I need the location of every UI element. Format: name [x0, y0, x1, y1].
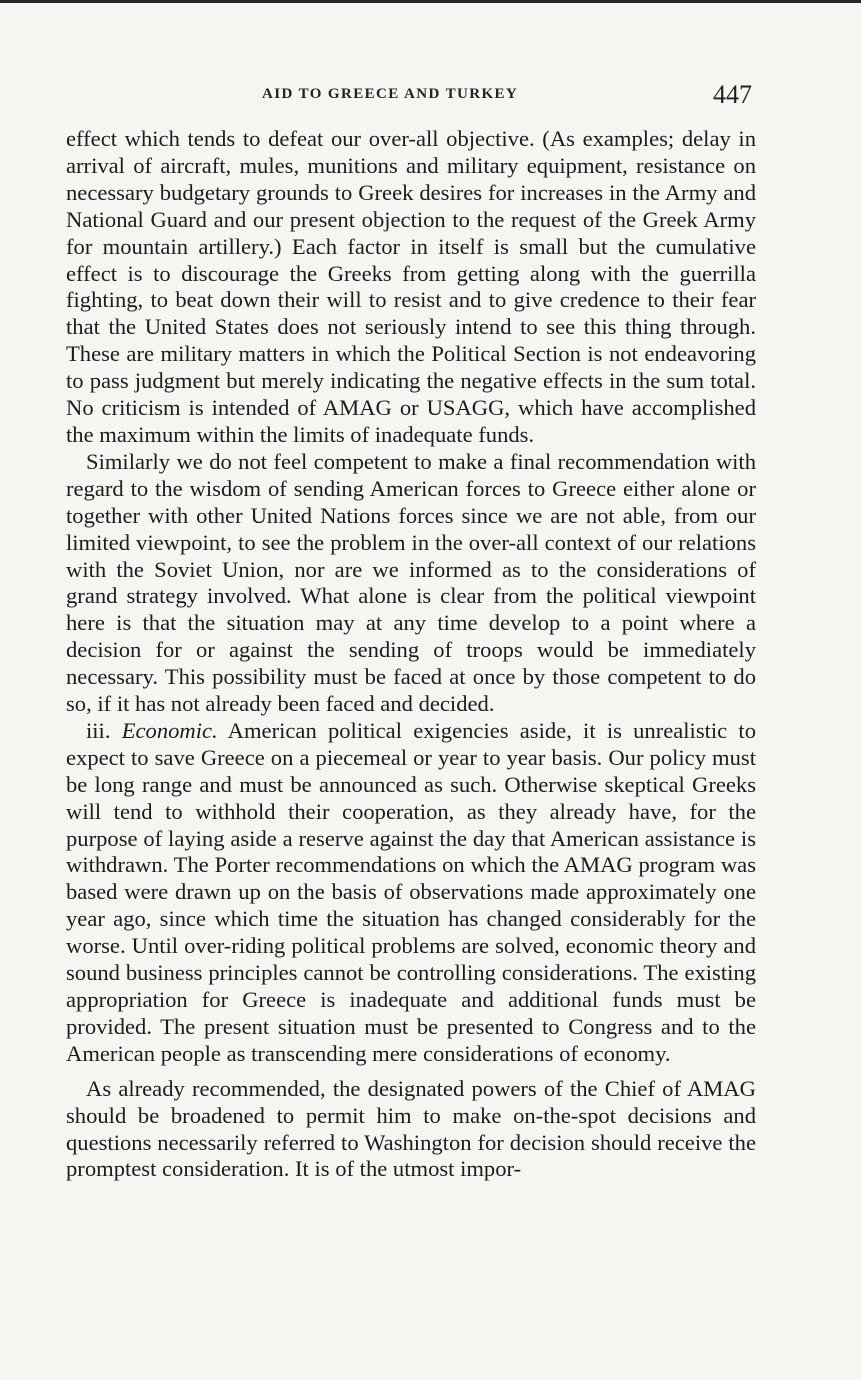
paragraph-4: As already recommended, the designated powers of the Chief of AMAG should be broadened to permit him to make on-the-spot decisions and questions necessarily referred to Washington for decision should receive the promptest consideration. It is of the utmost impor-	[66, 1075, 756, 1182]
section-heading-economic: Economic.	[121, 717, 218, 743]
page-number: 447	[713, 80, 752, 109]
top-edge-rule	[0, 0, 861, 3]
paragraph-2: Similarly we do not feel competent to make a final recommendation with regard to the wisdom of sending American forces to Greece either alone or together with other United Nations forces since we are not able, from our limited viewpoint, to see the problem in the over-all context of our relations with the Soviet Union, nor are we informed as to the considerations of grand strategy involved. What alone is clear from the political viewpoint here is that the situation may at any time develop to a point where a decision for or against the sending of troops would be immediately necessary. This possibility must be faced at once by those competent to do so, if it has not already been faced and decided.	[66, 448, 756, 717]
section-numeral: iii.	[86, 717, 122, 743]
running-header	[0, 80, 861, 112]
paragraph-1: effect which tends to defeat our over-all objective. (As examples; delay in arrival of aircraft, mules, munitions and military equipment, resistance on necessary budgetary grounds to Greek desires for increases in the Army and National Guard and our present objection to the request of the Greek Army for mountain artillery.) Each factor in itself is small but the cumulative effect is to discourage the Greeks from getting along with the guerrilla fighting, to beat down their will to resist and to give credence to their fear that the United States does not seriously intend to see this thing through. These are military matters in which the Political Section is not endeavoring to pass judgment but merely indicating the negative effects in the sum total. No criticism is intended of AMAG or USAGG, which have accomplished the maximum within the limits of inadequate funds.	[66, 126, 756, 447]
paragraph-3-text: American political exigencies aside, it is unrealistic to expect to save Greece on a piecemeal or year to year basis. Our policy must be long range and must be announced as such. Otherwise skeptical Greeks will tend to withhold their cooperation, as they already have, for the purpose of laying aside a reserve against the day that American assistance is withdrawn. The Porter recommendations on which the AMAG program was based were drawn up on the basis of observations made approximately one year ago, since which time the situation has changed considerably for the worse. Until over-riding political problems are solved, economic theory and sound business principles cannot be controlling considerations. The existing appropriation for Greece is inadequate and additional funds must be provided. The present situation must be presented to Congress and to the American people as transcending mere considerations of economy.	[66, 717, 756, 1066]
paragraph-3	[66, 718, 756, 1068]
page-body	[66, 126, 756, 1183]
running-title: AID TO GREECE AND TURKEY	[262, 86, 519, 102]
